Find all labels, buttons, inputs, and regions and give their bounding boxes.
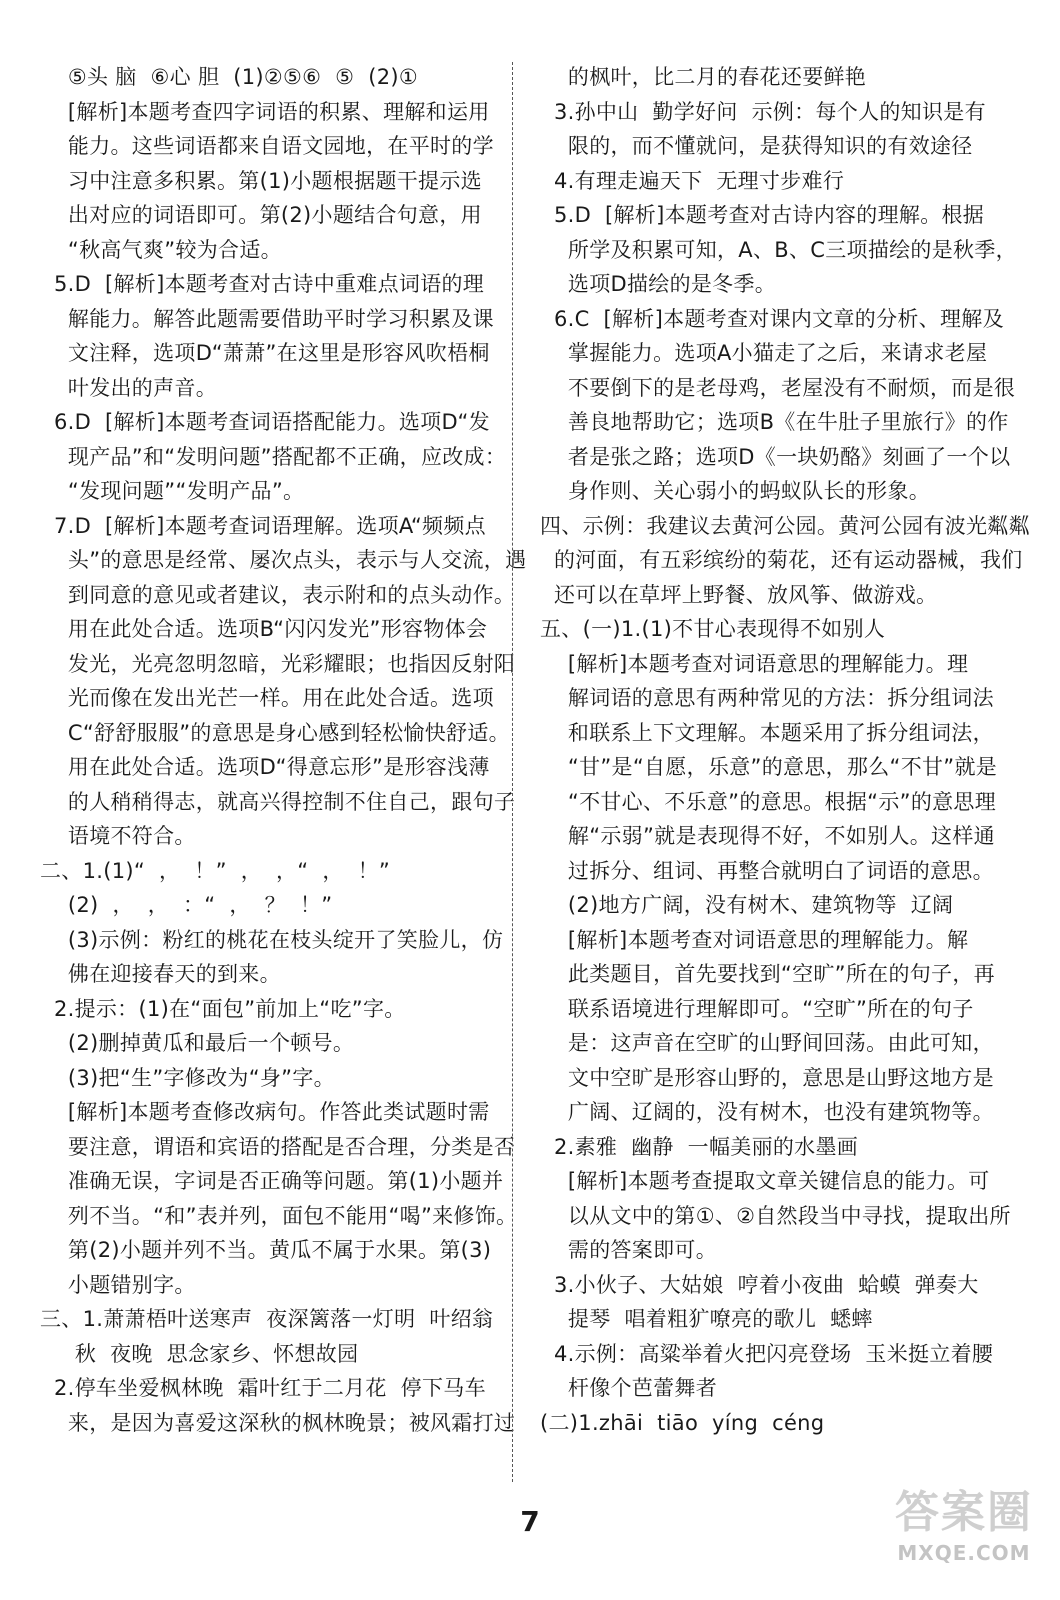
- text-line: (2)删掉黄瓜和最后一个顿号。: [40, 1031, 355, 1055]
- watermark-glyph: 答案圈: [895, 1487, 1033, 1538]
- text-line: (2)地方广阔，没有树木、建筑物等 辽阔: [540, 893, 954, 917]
- text-line: 需的答案即可。: [540, 1238, 718, 1262]
- text-line: 6.C [解析]本题考查对课内文章的分析、理解及: [540, 306, 1004, 331]
- text-line: [解析]本题考查对词语意思的理解能力。解: [540, 927, 969, 952]
- text-line: [解析]本题考查对词语意思的理解能力。理: [540, 651, 969, 676]
- text-line: 用在此处合适。选项D“得意忘形”是形容浅薄: [40, 755, 490, 779]
- text-line: (3)示例：粉红的桃花在枝头绽开了笑脸儿，仿: [40, 927, 504, 952]
- text-line: 不要倒下的是老母鸡，老屋没有不耐烦，而是很: [540, 375, 1016, 400]
- text-line: 6.D [解析]本题考查词语搭配能力。选项D“发: [40, 410, 490, 434]
- text-line: 用在此处合适。选项B“闪闪发光”形容物体会: [40, 617, 488, 641]
- right-column: [540, 60, 1030, 1440]
- text-line: 5.D [解析]本题考查对古诗内容的理解。根据: [540, 203, 985, 227]
- text-line: 广阔、辽阔的，没有树木，也没有建筑物等。: [540, 1100, 994, 1124]
- text-line: 现产品”和“发明问题”搭配都不正确，应改成：: [40, 444, 507, 469]
- text-line: 选项D描绘的是冬季。: [540, 272, 777, 296]
- text-line: 文注释，选项D“萧萧”在这里是形容风吹梧桐: [40, 341, 490, 365]
- text-line: 和联系上下文理解。本题采用了拆分组词法，: [540, 720, 994, 745]
- text-line: 是：这声音在空旷的山野间回荡。由此可知，: [540, 1031, 994, 1055]
- watermark-logo: [894, 1486, 1034, 1578]
- text-line: 4.示例：高粱举着火把闪亮登场 玉米挺立着腰: [540, 1341, 994, 1366]
- text-line: 五、(一)1.(1)不甘心表现得不如别人: [540, 617, 886, 641]
- text-line: 习中注意多积累。第(1)小题根据题干提示选: [40, 168, 482, 193]
- text-line: 列不当。“和”表并列，面包不能用“喝”来修饰。: [40, 1203, 518, 1228]
- text-line: 光而像在发出光芒一样。用在此处合适。选项: [40, 686, 494, 710]
- watermark-text: MXQE.COM: [897, 1541, 1031, 1565]
- page-number: 7: [520, 1505, 540, 1538]
- text-line: 身作则、关心弱小的蚂蚁队长的形象。: [540, 479, 930, 503]
- text-line: 准确无误，字词是否正确等问题。第(1)小题并: [40, 1169, 504, 1193]
- text-line: 联系语境进行理解即可。“空旷”所在的句子: [540, 996, 974, 1021]
- text-line: (3)把“生”字修改为“身”字。: [40, 1065, 335, 1090]
- text-line: 7.D [解析]本题考查词语理解。选项A“频频点: [40, 513, 486, 538]
- text-line: 二、1.(1)“ ， ！” ， ，“ ， ！”: [40, 858, 391, 883]
- text-line: (二)1.zhāi tiāo yíng céng: [540, 1410, 825, 1435]
- text-line: 者是张之路；选项D《一块奶酪》刻画了一个以: [540, 444, 1011, 469]
- text-line: 2.提示：(1)在“面包”前加上“吃”字。: [40, 996, 406, 1021]
- text-line: [解析]本题考查四字词语的积累、理解和运用: [40, 99, 490, 124]
- text-line: “甘”是“自愿，乐意”的意思，那么“不甘”就是: [540, 755, 998, 779]
- text-line: 第(2)小题并列不当。黄瓜不属于水果。第(3): [40, 1238, 492, 1262]
- text-line: [解析]本题考查提取文章关键信息的能力。可: [540, 1169, 990, 1193]
- text-line: 秋 夜晚 思念家乡、怀想故园: [40, 1341, 359, 1366]
- text-line: 过拆分、组词、再整合就明白了词语的意思。: [540, 858, 994, 883]
- text-line: 2.停车坐爱枫林晚 霜叶红于二月花 停下马车: [40, 1376, 486, 1400]
- text-line: 小题错别字。: [40, 1272, 196, 1297]
- text-line: 5.D [解析]本题考查对古诗中重难点词语的理: [40, 272, 485, 296]
- text-line: 发光，光亮忽明忽暗，光彩耀眼；也指因反射阳: [40, 651, 516, 676]
- text-line: 到同意的意见或者建议，表示附和的点头动作。: [40, 582, 516, 607]
- text-line: 语境不符合。: [40, 824, 196, 848]
- text-line: 四、示例：我建议去黄河公园。黄河公园有波光粼粼: [540, 513, 1030, 538]
- text-line: (2) ， ， ：“ ， ？ ！”: [40, 893, 333, 917]
- text-line: 的人稍稍得志，就高兴得控制不住自己，跟句子: [40, 789, 516, 814]
- text-line: 叶发出的声音。: [40, 375, 218, 400]
- text-line: 提琴 唱着粗犷嘹亮的歌儿 蟋蟀: [540, 1307, 873, 1331]
- text-line: 头”的意思是经常、屡次点头，表示与人交流，遇: [40, 548, 527, 572]
- text-line: [解析]本题考查修改病句。作答此类试题时需: [40, 1100, 490, 1124]
- text-line: 4.有理走遍天下 无理寸步难行: [540, 168, 845, 193]
- text-line: 出对应的词语即可。第(2)小题结合句意，用: [40, 203, 482, 227]
- text-line: 2.素雅 幽静 一幅美丽的水墨画: [540, 1134, 859, 1159]
- text-line: 掌握能力。选项A小猫走了之后，来请求老屋: [540, 341, 988, 365]
- text-line: 还可以在草坪上野餐、放风筝、做游戏。: [540, 582, 938, 607]
- text-line: 三、1.萧萧梧叶送寒声 夜深篱落一灯明 叶绍翁: [40, 1307, 494, 1331]
- text-line: 佛在迎接春天的到来。: [40, 962, 281, 986]
- text-line: 解词语的意思有两种常见的方法：拆分组词法: [540, 686, 994, 710]
- text-line: “发现问题”“发明产品”。: [40, 479, 305, 503]
- text-line: 文中空旷是形容山野的，意思是山野这地方是: [540, 1065, 994, 1090]
- text-line: 善良地帮助它；选项B《在牛肚子里旅行》的作: [540, 410, 1009, 434]
- text-line: “不甘心、不乐意”的意思。根据“示”的意思理: [540, 789, 997, 814]
- text-line: 此类题目，首先要找到“空旷”所在的句子，再: [540, 962, 995, 986]
- text-line: 限的，而不懂就问，是获得知识的有效途径: [540, 134, 973, 158]
- column-divider: [512, 62, 513, 1482]
- text-line: 能力。这些词语都来自语文园地，在平时的学: [40, 134, 494, 158]
- text-line: 要注意，谓语和宾语的搭配是否合理，分类是否: [40, 1134, 516, 1159]
- text-line: C“舒舒服服”的意思是身心感到轻松愉快舒适。: [40, 720, 510, 745]
- text-line: 解“示弱”就是表现得不好，不如别人。这样通: [540, 824, 995, 848]
- text-line: ⑤头 脑 ⑥心 胆 (1)②⑤⑥ ⑤ (2)①: [40, 65, 419, 89]
- text-line: 的枫叶，比二月的春花还要鲜艳: [540, 65, 867, 89]
- text-line: 解能力。解答此题需要借助平时学习积累及课: [40, 306, 494, 331]
- text-line: 杆像个芭蕾舞者: [540, 1376, 718, 1400]
- text-line: 3.小伙子、大姑娘 哼着小夜曲 蛤蟆 弹奏大: [540, 1272, 979, 1297]
- text-line: 所学及积累可知，A、B、C三项描绘的是秋季，: [540, 237, 1017, 262]
- text-line: 的河面，有五彩缤纷的菊花，还有运动器械，我们: [540, 548, 1023, 572]
- text-line: 来，是因为喜爱这深秋的枫林晚景；被风霜打过: [40, 1410, 516, 1435]
- left-column: [40, 60, 527, 1440]
- text-line: “秋高气爽”较为合适。: [40, 237, 282, 262]
- text-line: 3.孙中山 勤学好问 示例：每个人的知识是有: [540, 99, 986, 124]
- text-line: 以从文中的第①、②自然段当中寻找，提取出所: [540, 1203, 1011, 1228]
